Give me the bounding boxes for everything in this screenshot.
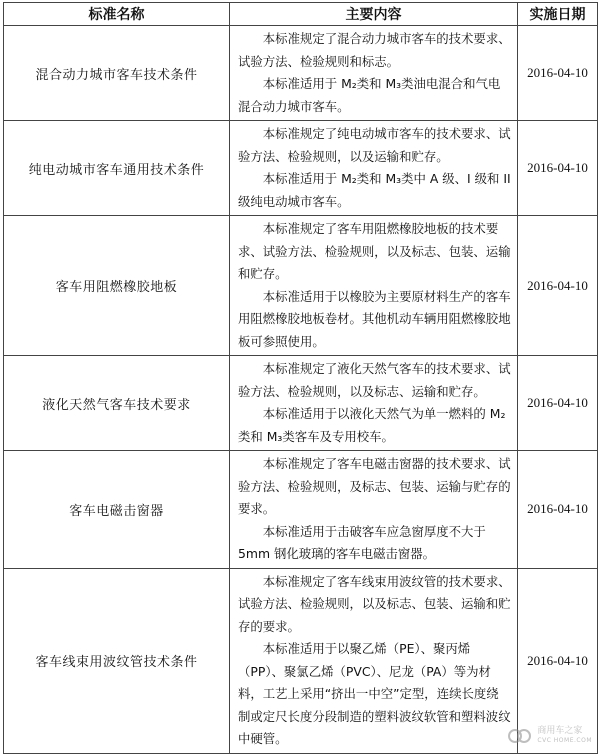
header-main-content: 主要内容 — [230, 3, 518, 26]
standard-name: 客车电磁击窗器 — [4, 451, 230, 569]
main-content — [230, 26, 518, 121]
watermark-url: CVC HOME.COM — [537, 737, 592, 744]
standard-name: 客车用阻燃橡胶地板 — [4, 216, 230, 356]
content-paragraph: 本标准规定了液化天然气客车的技术要求、试验方法、检验规则，以及标志、运输和贮存。 — [238, 361, 511, 399]
content-paragraph: 本标准规定了纯电动城市客车的技术要求、试验方法、检验规则，以及运输和贮存。 — [238, 126, 511, 164]
watermark-text: 商用车之家 — [537, 726, 583, 736]
effective-date: 2016-04-10 — [518, 568, 598, 753]
site-watermark — [507, 726, 592, 746]
content-paragraph: 本标准适用于以橡胶为主要原材料生产的客车用阻燃橡胶地板卷材。其他机动车辆用阻燃橡胶地板可参照使用。 — [238, 288, 511, 349]
standard-name: 混合动力城市客车技术条件 — [4, 26, 230, 121]
table-row — [4, 26, 598, 121]
standard-name: 纯电动城市客车通用技术条件 — [4, 121, 230, 216]
table-row — [4, 356, 598, 451]
header-effective-date: 实施日期 — [518, 3, 598, 26]
effective-date: 2016-04-10 — [518, 451, 598, 569]
table-header-row — [4, 3, 598, 26]
content-paragraph: 本标准规定了混合动力城市客车的技术要求、试验方法、检验规则和标志。 — [238, 31, 511, 69]
main-content — [230, 121, 518, 216]
table-row — [4, 121, 598, 216]
standard-name: 液化天然气客车技术要求 — [4, 356, 230, 451]
main-content — [230, 568, 518, 753]
content-paragraph: 本标准规定了客车线束用波纹管的技术要求、试验方法、检验规则，以及标志、包装、运输和贮存的要求。 — [238, 573, 511, 634]
table-row — [4, 216, 598, 356]
effective-date: 2016-04-10 — [518, 216, 598, 356]
content-paragraph: 本标准规定了客车电磁击窗器的技术要求、试验方法、检验规则，及标志、包装、运输与贮存的要求。 — [238, 456, 511, 516]
header-standard-name: 标准名称 — [4, 3, 230, 26]
standards-table — [3, 2, 598, 754]
content-paragraph: 本标准适用于击破客车应急窗厚度不大于 5mm 钢化玻璃的客车电磁击窗器。 — [238, 523, 486, 561]
main-content — [230, 216, 518, 356]
content-paragraph: 本标准适用于 M₂类和 M₃类油电混合和气电混合动力城市客车。 — [238, 76, 501, 114]
effective-date: 2016-04-10 — [518, 356, 598, 451]
main-content — [230, 356, 518, 451]
main-content — [230, 451, 518, 569]
content-paragraph: 本标准适用于以液化天然气为单一燃料的 M₂类和 M₃类客车及专用校车。 — [238, 406, 506, 444]
effective-date: 2016-04-10 — [518, 121, 598, 216]
table-row — [4, 451, 598, 569]
content-paragraph: 本标准适用于 M₂类和 M₃类中 A 级、I 级和 II 级纯电动城市客车。 — [238, 171, 511, 209]
logo-rings-icon — [507, 728, 533, 744]
content-paragraph: 本标准规定了客车用阻燃橡胶地板的技术要求、试验方法、检验规则，以及标志、包装、运输和贮存。 — [238, 221, 511, 281]
effective-date: 2016-04-10 — [518, 26, 598, 121]
content-paragraph: 本标准适用于以聚乙烯（PE）、聚丙烯（PP）、聚氯乙烯（PVC）、尼龙（PA）等为材料，工艺上采用“挤出一中空”定型，连续长度绕制或定尺长度分段制造的塑料波纹软管和塑料波纹中硬管。 — [238, 641, 511, 746]
standard-name: 客车线束用波纹管技术条件 — [4, 568, 230, 753]
